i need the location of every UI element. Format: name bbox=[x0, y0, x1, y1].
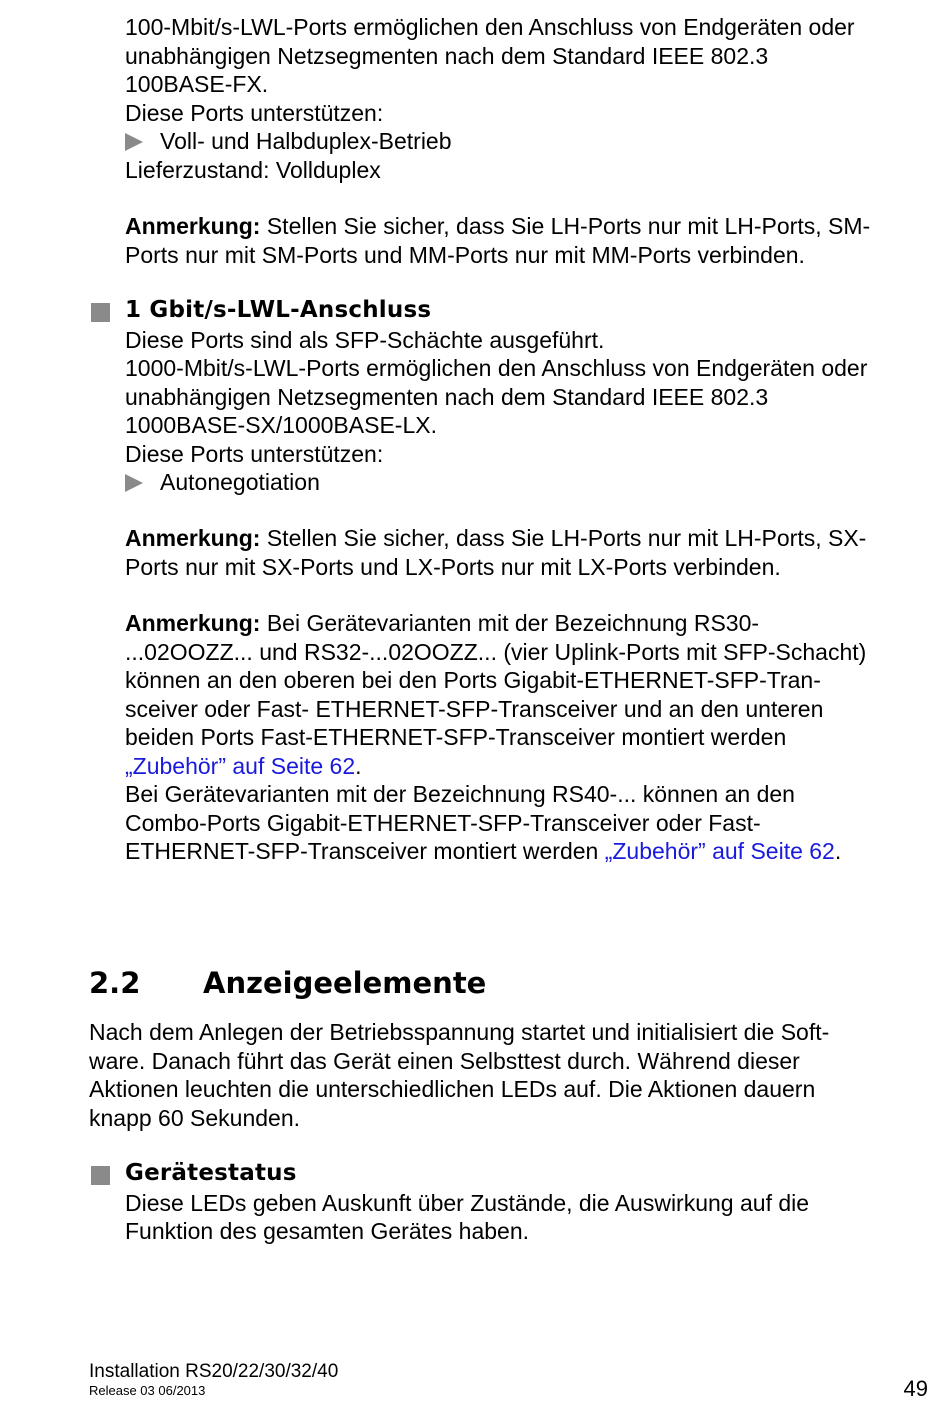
paragraph-line: Aktionen leuchten die unterschiedlichen LEDs auf. Die Aktionen dauern bbox=[89, 1076, 816, 1102]
section-title: Anzeigeelemente bbox=[203, 966, 487, 1000]
bullet-item bbox=[125, 468, 320, 497]
footer-release: Release 03 06/2013 bbox=[89, 1383, 206, 1398]
note-text: „Zubehör” auf Seite 62. bbox=[125, 752, 362, 779]
paragraph-line: ware. Danach führt das Gerät einen Selbsttest durch. Während dieser bbox=[89, 1047, 800, 1074]
text-line: Diese Ports unterstützen: bbox=[125, 440, 384, 467]
note-text: Stellen Sie sicher, dass Sie LH-Ports nur mit LH-Ports, SM- bbox=[266, 213, 871, 239]
subsection-heading: Gerätestatus bbox=[125, 1160, 297, 1186]
text-line: unabhängigen Netzsegmenten nach dem Standard IEEE 802.3 bbox=[125, 383, 769, 410]
bullet-text: Voll- und Halbduplex-Betrieb bbox=[160, 128, 452, 154]
triangle-bullet-icon bbox=[125, 133, 143, 151]
text-line: Diese Ports sind als SFP-Schächte ausgeführt. bbox=[125, 326, 605, 353]
text-line: Diese Ports unterstützen: bbox=[125, 99, 384, 126]
note bbox=[125, 609, 759, 638]
note bbox=[125, 212, 870, 241]
text-line: 100BASE-FX. bbox=[125, 71, 269, 97]
cross-reference-link[interactable]: „Zubehör” auf Seite 62 bbox=[125, 752, 356, 779]
paragraph-line: knapp 60 Sekunden. bbox=[89, 1104, 301, 1131]
text-line: 1000-Mbit/s-LWL-Ports ermöglichen den Anschluss von Endgeräten oder bbox=[125, 355, 868, 381]
note-text: Bei Gerätevarianten mit der Bezeichnung RS30- bbox=[266, 610, 760, 636]
note-text: Ports nur mit SM-Ports und MM-Ports nur mit MM-Ports verbinden. bbox=[125, 241, 805, 268]
note-text: Ports nur mit SX-Ports und LX-Ports nur mit LX-Ports verbinden. bbox=[125, 553, 781, 580]
cross-reference-link[interactable]: „Zubehör” auf Seite 62 bbox=[604, 838, 835, 864]
note bbox=[125, 524, 866, 553]
page-number: 49 bbox=[903, 1376, 928, 1401]
note-text: ETHERNET-SFP-Transceiver montiert werden „Zubehör” auf Seite 62. bbox=[125, 838, 842, 864]
text-line: Funktion des gesamten Gerätes haben. bbox=[125, 1218, 530, 1244]
section-number: 2.2 bbox=[89, 966, 141, 1000]
bullet-item bbox=[125, 127, 452, 156]
note-label: Anmerkung: bbox=[125, 525, 261, 551]
subsection-heading: 1 Gbit/s-LWL-Anschluss bbox=[125, 297, 432, 323]
note-label: Anmerkung: bbox=[125, 610, 261, 636]
note-text: ...02OOZZ... und RS32-...02OOZZ... (vier Uplink-Ports mit SFP-Schacht) bbox=[125, 638, 867, 665]
note-text: sceiver oder Fast- ETHERNET-SFP-Transceiver und an den unteren bbox=[125, 695, 824, 722]
bullet-text: Autonegotiation bbox=[160, 469, 320, 495]
note-label: Anmerkung: bbox=[125, 213, 261, 239]
note-text: beiden Ports Fast-ETHERNET-SFP-Transceiver montiert werden bbox=[125, 724, 787, 750]
note-text: Stellen Sie sicher, dass Sie LH-Ports nur mit LH-Ports, SX- bbox=[266, 525, 867, 551]
note-text: Bei Gerätevarianten mit der Bezeichnung RS40-... können an den bbox=[125, 781, 795, 807]
note-text: können an den oberen bei den Ports Gigabit-ETHERNET-SFP-Tran- bbox=[125, 667, 821, 693]
triangle-bullet-icon bbox=[125, 474, 143, 492]
footer-title: Installation RS20/22/30/32/40 bbox=[89, 1361, 339, 1382]
square-bullet-icon bbox=[91, 303, 110, 322]
default-setting: Lieferzustand: Vollduplex bbox=[125, 156, 381, 183]
text-line: unabhängigen Netzsegmenten nach dem Standard IEEE 802.3 bbox=[125, 42, 769, 69]
text-line: 100-Mbit/s-LWL-Ports ermöglichen den Anschluss von Endgeräten oder bbox=[125, 14, 855, 40]
note-text: Combo-Ports Gigabit-ETHERNET-SFP-Transceiver oder Fast- bbox=[125, 809, 761, 836]
text-line: Diese LEDs geben Auskunft über Zustände, die Auswirkung auf die bbox=[125, 1189, 810, 1216]
paragraph-line: Nach dem Anlegen der Betriebsspannung startet und initialisiert die Soft- bbox=[89, 1019, 830, 1045]
text-line: 1000BASE-SX/1000BASE-LX. bbox=[125, 412, 437, 438]
square-bullet-icon bbox=[91, 1166, 110, 1185]
